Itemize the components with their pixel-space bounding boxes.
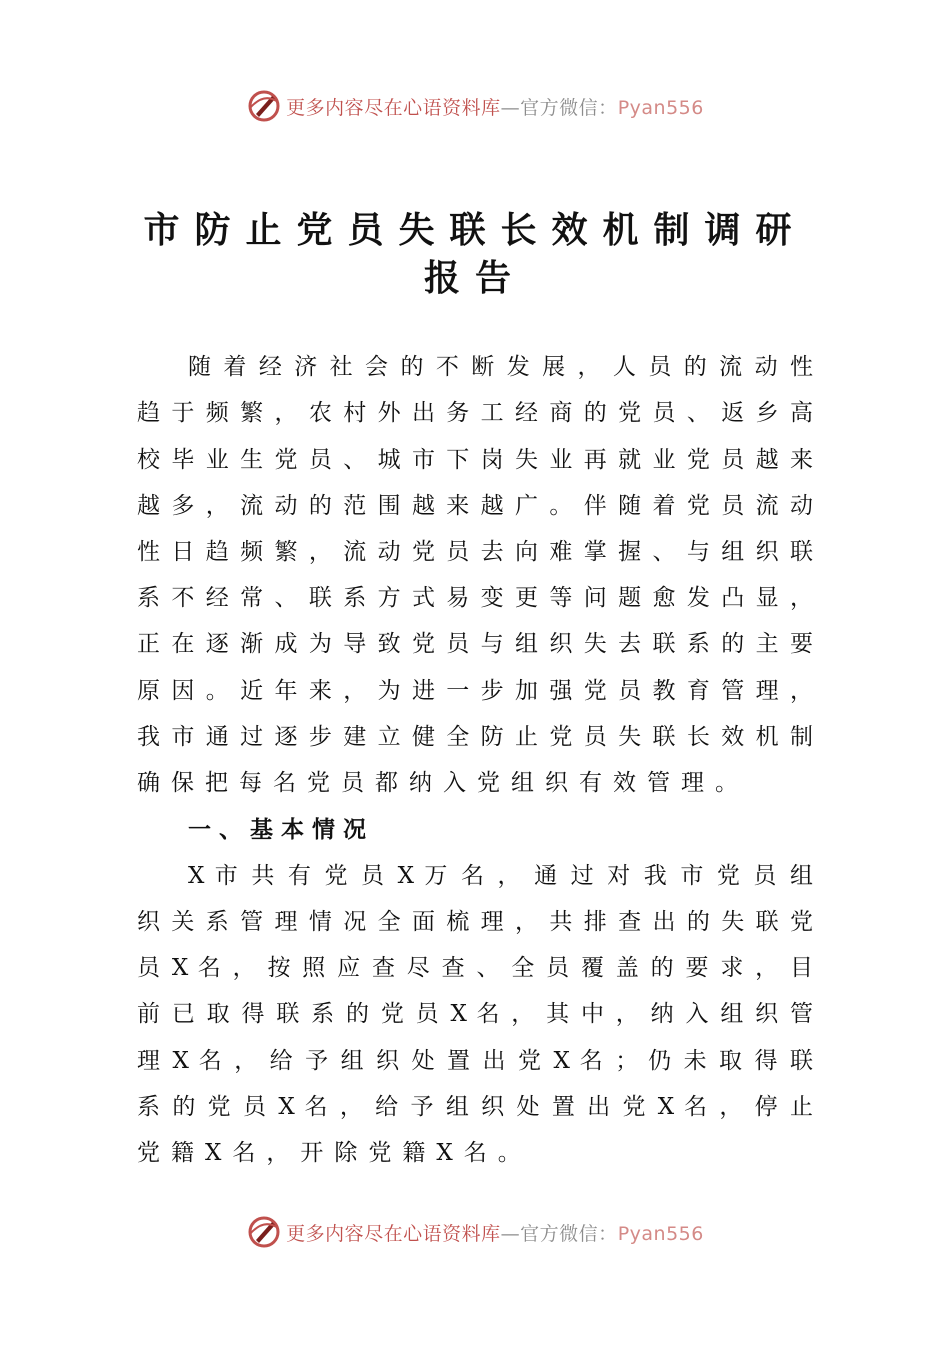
header-watermark — [0, 86, 950, 126]
paragraph-line: 校 毕 业 生 党 员 、 城 市 下 岗 失 业 再 就 业 党 员 越 来 — [137, 447, 813, 473]
paragraph-line: 理 X 名 ， 给 予 组 织 处 置 出 党 X 名 ； 仍 未 取 得 联 — [137, 1048, 813, 1074]
paragraph-line: 越 多 ， 流 动 的 范 围 越 来 越 广 。 伴 随 着 党 员 流 动 — [137, 493, 813, 519]
paragraph-line: 随 着 经 济 社 会 的 不 断 发 展 ， 人 员 的 流 动 性 — [188, 354, 813, 380]
paragraph-line: 原 因 。 近 年 来 ， 为 进 一 步 加 强 党 员 教 育 管 理 ， — [137, 678, 813, 704]
paragraph-line: 我 市 通 过 逐 步 建 立 健 全 防 止 党 员 失 联 长 效 机 制 — [137, 724, 813, 750]
paragraph-line: 党籍X名，开除党籍X名。 — [137, 1140, 532, 1166]
paragraph-line: X 市 共 有 党 员 X 万 名 ， 通 过 对 我 市 党 员 组 — [188, 863, 813, 889]
pen-logo-icon — [246, 1214, 282, 1250]
section-heading: 一、基本情况 — [188, 817, 374, 843]
paragraph-line: 正 在 逐 渐 成 为 导 致 党 员 与 组 织 失 去 联 系 的 主 要 — [137, 631, 813, 657]
paragraph-line: 性 日 趋 频 繁 ， 流 动 党 员 去 向 难 掌 握 、 与 组 织 联 — [137, 539, 813, 565]
watermark-text: 更多内容尽在心语资料库—官方微信：Pyan556 — [286, 1222, 704, 1245]
paragraph-line: 前 已 取 得 联 系 的 党 员 X 名 ， 其 中 ， 纳 入 组 织 管 — [137, 1001, 813, 1027]
paragraph-line: 确保把每名党员都纳入党组织有效管理。 — [137, 770, 749, 796]
paragraph-line: 员 X 名 ， 按 照 应 查 尽 查 、 全 员 覆 盖 的 要 求 ， 目 — [137, 955, 813, 981]
pen-logo-icon — [246, 88, 282, 124]
paragraph-line: 趋 于 频 繁 ， 农 村 外 出 务 工 经 商 的 党 员 、 返 乡 高 — [137, 400, 813, 426]
paragraph-line: 系 不 经 常 、 联 系 方 式 易 变 更 等 问 题 愈 发 凸 显 ， — [137, 585, 813, 611]
document-title-line-1: 市防止党员失联长效机制调研 — [143, 210, 807, 251]
footer-watermark — [0, 1212, 950, 1252]
paragraph-line: 织 关 系 管 理 情 况 全 面 梳 理 ， 共 排 查 出 的 失 联 党 — [137, 909, 813, 935]
paragraph-line: 系 的 党 员 X 名 ， 给 予 组 织 处 置 出 党 X 名 ， 停 止 — [137, 1094, 813, 1120]
watermark-text: 更多内容尽在心语资料库—官方微信：Pyan556 — [286, 96, 704, 119]
document-title-line-2: 报告 — [423, 258, 526, 299]
